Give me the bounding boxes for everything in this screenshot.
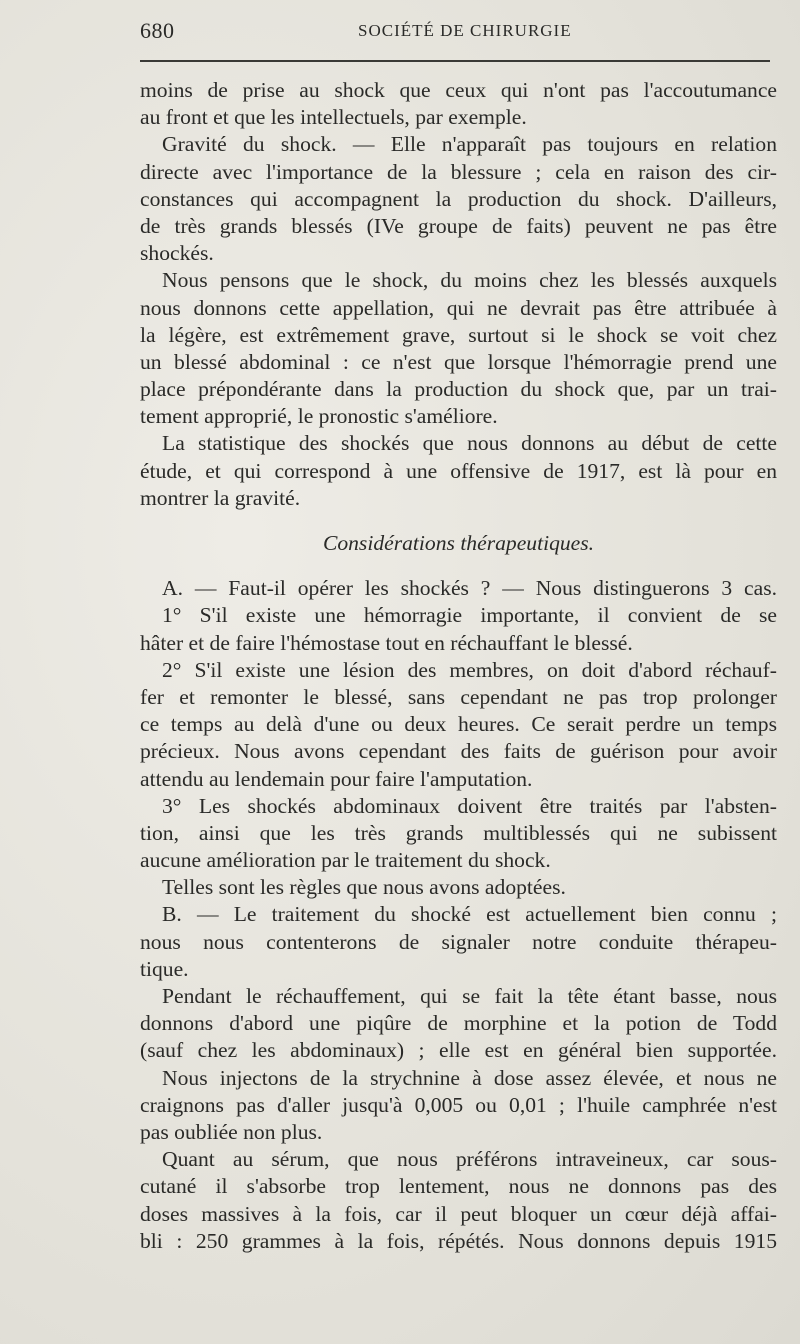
text-line: 1° S'il existe une hémorragie importante, il convient de se: [162, 603, 777, 628]
text-line: tement approprié, le pronostic s'améliore.: [140, 404, 498, 429]
text-line: Telles sont les règles que nous avons adoptées.: [162, 875, 566, 900]
text-line: 2° S'il existe une lésion des membres, on doit d'abord réchauf-: [162, 657, 777, 682]
text-line: un blessé abdominal : ce n'est que lorsque l'hémorragie prend une: [140, 349, 777, 374]
text-line: la légère, est extrêmement grave, surtout si le shock se voit chez: [140, 322, 777, 347]
text-line: (sauf chez les abdominaux) ; elle est en général bien supportée.: [140, 1038, 777, 1063]
text-line: cutané il s'absorbe trop lentement, nous ne donnons pas des: [140, 1174, 777, 1199]
section-heading: Considérations thérapeutiques.: [322, 531, 595, 555]
text-line: montrer la gravité.: [140, 485, 301, 510]
text-line: place prépondérante dans la production du shock que, par un trai-: [140, 377, 777, 402]
text-line: de très grands blessés (IVe groupe de faits) peuvent ne pas être: [140, 213, 777, 238]
page-number: 680: [140, 18, 175, 43]
header-rule: [140, 60, 770, 62]
text-line: précieux. Nous avons cependant des faits de guérison pour avoir: [140, 739, 777, 764]
text-line: Pendant le réchauffement, qui se fait la tête étant basse, nous: [162, 984, 777, 1008]
text-line: ce temps au delà d'une ou deux heures. Ce serait perdre un temps: [140, 712, 777, 737]
text-line: tique.: [140, 956, 189, 981]
text-line: nous donnons cette appellation, qui ne devrait pas être attribuée à: [140, 295, 777, 320]
text-line: Gravité du shock. — Elle n'apparaît pas toujours en relation: [162, 132, 777, 157]
text-line: shockés.: [140, 241, 214, 266]
text-line: attendu au lendemain pour faire l'amputation.: [140, 766, 533, 791]
text-line: aucune amélioration par le traitement du shock.: [140, 848, 551, 873]
text-line: nous nous contenterons de signaler notre conduite thérapeu-: [140, 929, 777, 954]
text-line: étude, et qui correspond à une offensive de 1917, est là pour en: [140, 458, 777, 483]
text-line: B. — Le traitement du shocké est actuellement bien connu ;: [162, 902, 777, 927]
text-line: Quant au sérum, que nous préférons intraveineux, car sous-: [162, 1147, 777, 1172]
text-line: Nous pensons que le shock, du moins chez les blessés auxquels: [162, 268, 777, 293]
text-line: bli : 250 grammes à la fois, répétés. Nous donnons depuis 1915: [140, 1228, 777, 1253]
text-line: donnons d'abord une piqûre de morphine et la potion de Todd: [140, 1011, 777, 1036]
text-line: craignons pas d'aller jusqu'à 0,005 ou 0,01 ; l'huile camphrée n'est: [140, 1092, 777, 1117]
text-line: 3° Les shockés abdominaux doivent être traités par l'absten-: [162, 793, 777, 818]
text-line: hâter et de faire l'hémostase tout en réchauffant le blessé.: [140, 630, 633, 655]
body-text: [140, 77, 777, 1255]
text-line: moins de prise au shock que ceux qui n'ont pas l'accoutumance: [140, 78, 777, 102]
running-title: SOCIÉTÉ DE CHIRURGIE: [358, 21, 572, 40]
text-line: au front et que les intellectuels, par exemple.: [140, 105, 527, 130]
text-line: La statistique des shockés que nous donnons au début de cette: [162, 431, 777, 456]
text-line: pas oubliée non plus.: [140, 1119, 323, 1144]
text-line: doses massives à la fois, car il peut bloquer un cœur déjà affai-: [140, 1201, 777, 1226]
text-line: directe avec l'importance de la blessure ; cela en raison des cir-: [140, 159, 777, 184]
text-line: Nous injectons de la strychnine à dose assez élevée, et nous ne: [162, 1065, 777, 1090]
text-line: tion, ainsi que les très grands multiblessés qui ne subissent: [140, 820, 777, 845]
text-line: constances qui accompagnent la production du shock. D'ailleurs,: [140, 186, 777, 211]
text-line: fer et remonter le blessé, sans cependant ne pas trop prolonger: [140, 684, 777, 709]
text-line: A. — Faut-il opérer les shockés ? — Nous distinguerons 3 cas.: [162, 576, 777, 601]
running-head: [140, 18, 775, 46]
